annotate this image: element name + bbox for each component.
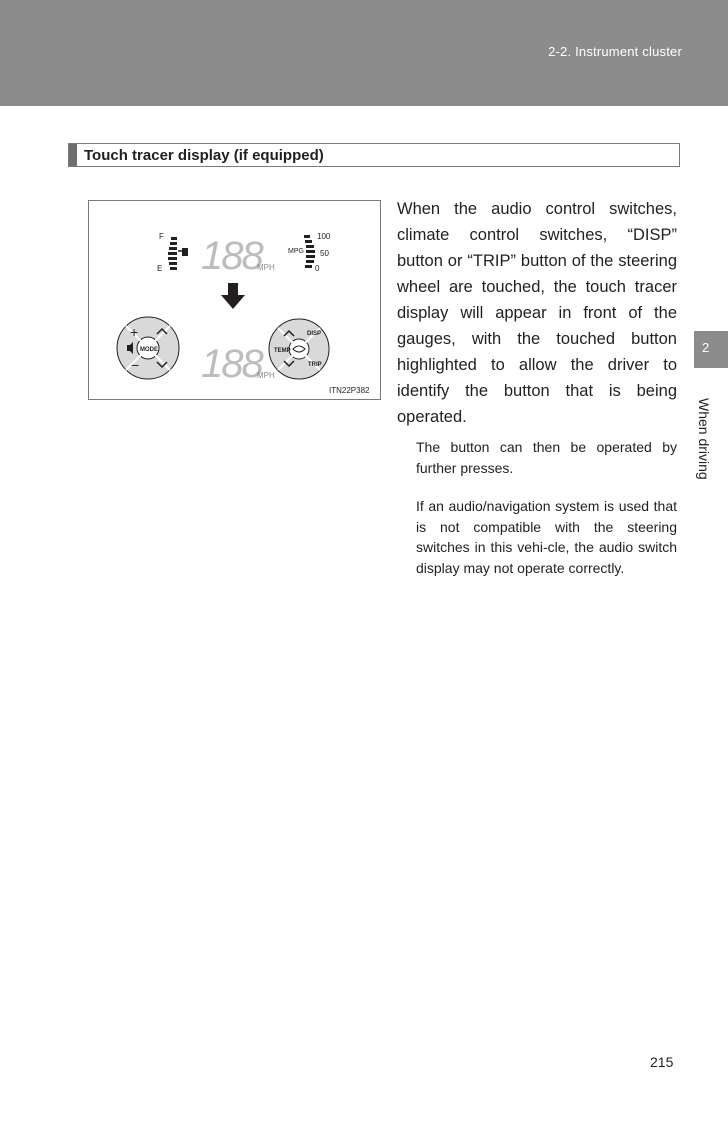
down-arrow-icon [221,283,245,309]
mpg-scale-50: 50 [320,249,329,258]
chapter-tab-number: 2 [702,340,710,355]
speed-unit-top: MPH [257,263,275,272]
fuel-pump-icon [178,248,188,256]
mode-label: MODE [140,347,158,353]
plus-label: + [130,324,139,340]
temp-label: TEMP [274,348,291,354]
disp-label: DISP [307,331,322,337]
mpg-label: MPG [288,248,304,255]
chapter-tab [694,331,728,368]
fuel-empty-label: E [157,264,163,273]
header-bar [0,0,728,106]
section-marker [69,144,77,166]
section-header [68,143,680,167]
climate-switch-cluster [269,319,329,379]
mpg-bars [304,235,315,268]
page-number: 215 [650,1054,674,1070]
speed-unit-bottom: MPH [257,371,275,380]
note-further-presses: The button can then be operated by further presses. [416,439,677,476]
speed-digits-bottom: 188 [201,342,262,386]
mpg-scale-0: 0 [315,264,320,273]
section-title: Touch tracer display (if equipped) [84,147,324,164]
touch-tracer-illustration [88,200,381,400]
speed-digits-top: 188 [201,234,262,278]
fuel-bars [168,237,177,270]
audio-switch-cluster [117,317,179,379]
body-paragraph: When the audio control switches, climate control switches, “DISP” button or “TRIP” button of the steering wheel are touched, the touch tracer display will appear in front of the gauges, with the touched button highlighted to allow the driver to identify the button that is being operated. [397,200,677,426]
mpg-scale-100: 100 [317,232,331,241]
instrument-cluster-drawing [89,201,380,399]
trip-label: TRIP [308,362,322,368]
minus-label: − [131,357,140,373]
figure-code: ITN22P382 [329,386,370,395]
note-incompatible-system: If an audio/navigation system is used that is not compatible with the steering switches in this vehi-cle, the audio switch display may not operate correctly. [416,498,677,576]
chapter-title: 2-2. Instrument cluster [548,44,682,59]
fuel-full-label: F [159,232,164,241]
chapter-side-label: When driving [696,398,712,480]
